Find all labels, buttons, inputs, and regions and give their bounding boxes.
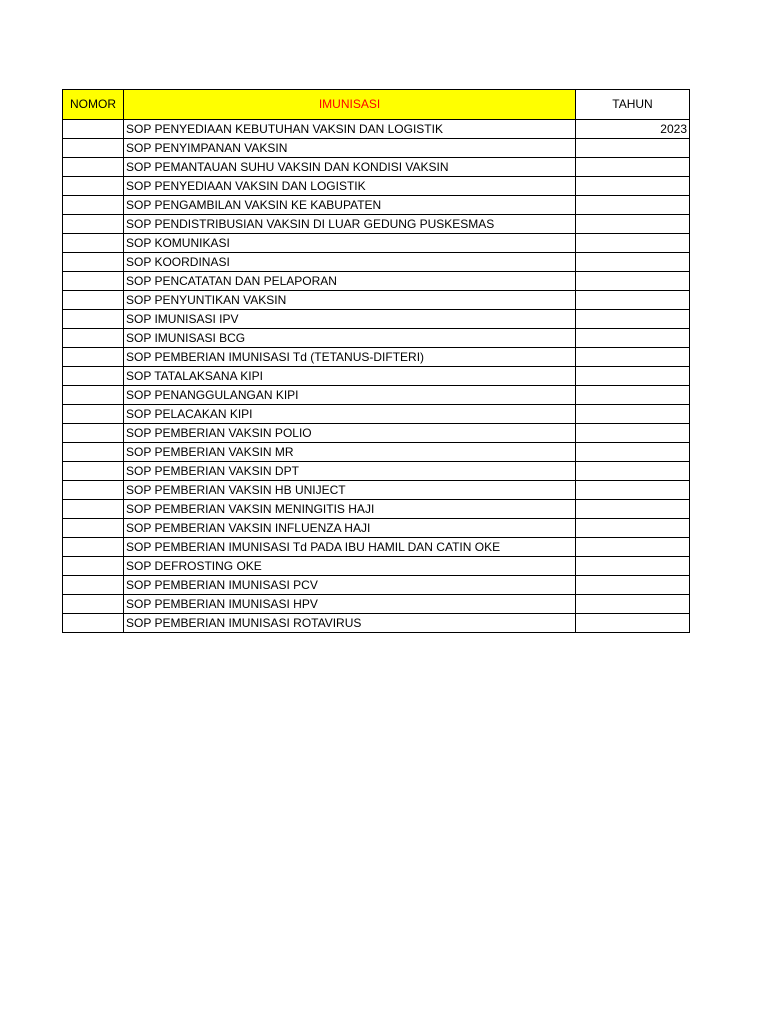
cell-tahun[interactable] [576, 158, 690, 177]
cell-sop-name[interactable]: SOP PEMBERIAN IMUNISASI HPV [124, 595, 576, 614]
cell-tahun[interactable] [576, 329, 690, 348]
table-row [63, 272, 690, 291]
cell-nomor[interactable] [63, 538, 124, 557]
cell-sop-name[interactable]: SOP PEMBERIAN VAKSIN POLIO [124, 424, 576, 443]
table-row [63, 329, 690, 348]
table-row [63, 481, 690, 500]
cell-nomor[interactable] [63, 386, 124, 405]
table-row [63, 120, 690, 139]
cell-nomor[interactable] [63, 443, 124, 462]
cell-sop-name[interactable]: SOP PEMBERIAN VAKSIN MENINGITIS HAJI [124, 500, 576, 519]
cell-tahun[interactable] [576, 576, 690, 595]
table-row [63, 386, 690, 405]
table-row [63, 310, 690, 329]
cell-nomor[interactable] [63, 329, 124, 348]
cell-sop-name[interactable]: SOP PENYUNTIKAN VAKSIN [124, 291, 576, 310]
cell-sop-name[interactable]: SOP PEMBERIAN VAKSIN DPT [124, 462, 576, 481]
cell-sop-name[interactable]: SOP TATALAKSANA KIPI [124, 367, 576, 386]
table-row [63, 557, 690, 576]
table-row [63, 614, 690, 633]
cell-tahun[interactable] [576, 538, 690, 557]
cell-nomor[interactable] [63, 576, 124, 595]
cell-sop-name[interactable]: SOP PENCATATAN DAN PELAPORAN [124, 272, 576, 291]
cell-tahun[interactable] [576, 196, 690, 215]
cell-nomor[interactable] [63, 462, 124, 481]
cell-sop-name[interactable]: SOP PENANGGULANGAN KIPI [124, 386, 576, 405]
cell-nomor[interactable] [63, 215, 124, 234]
cell-nomor[interactable] [63, 519, 124, 538]
table-row [63, 595, 690, 614]
table-body [63, 120, 690, 633]
table-row [63, 234, 690, 253]
cell-sop-name[interactable]: SOP DEFROSTING OKE [124, 557, 576, 576]
table-row [63, 443, 690, 462]
header-nomor[interactable]: NOMOR [63, 90, 124, 120]
table-row [63, 367, 690, 386]
cell-nomor[interactable] [63, 139, 124, 158]
cell-nomor[interactable] [63, 500, 124, 519]
cell-tahun[interactable]: 2023 [576, 120, 690, 139]
table-row [63, 424, 690, 443]
cell-nomor[interactable] [63, 196, 124, 215]
header-imunisasi[interactable]: IMUNISASI [124, 90, 576, 120]
cell-tahun[interactable] [576, 443, 690, 462]
table-row [63, 177, 690, 196]
cell-tahun[interactable] [576, 234, 690, 253]
cell-nomor[interactable] [63, 253, 124, 272]
table-row [63, 519, 690, 538]
cell-tahun[interactable] [576, 500, 690, 519]
sop-imunisasi-table [62, 89, 690, 633]
cell-nomor[interactable] [63, 272, 124, 291]
cell-nomor[interactable] [63, 177, 124, 196]
cell-tahun[interactable] [576, 462, 690, 481]
table-row [63, 196, 690, 215]
cell-tahun[interactable] [576, 310, 690, 329]
table-row [63, 253, 690, 272]
cell-sop-name[interactable]: SOP PEMBERIAN IMUNISASI PCV [124, 576, 576, 595]
cell-tahun[interactable] [576, 272, 690, 291]
table-row [63, 158, 690, 177]
cell-sop-name[interactable]: SOP PENYEDIAAN VAKSIN DAN LOGISTIK [124, 177, 576, 196]
cell-sop-name[interactable]: SOP PELACAKAN KIPI [124, 405, 576, 424]
cell-sop-name[interactable]: SOP PEMBERIAN IMUNISASI Td PADA IBU HAMIL DAN CATIN OKE [124, 538, 576, 557]
cell-nomor[interactable] [63, 405, 124, 424]
cell-sop-name[interactable]: SOP KOORDINASI [124, 253, 576, 272]
cell-nomor[interactable] [63, 367, 124, 386]
cell-nomor[interactable] [63, 348, 124, 367]
cell-nomor[interactable] [63, 424, 124, 443]
header-row [63, 90, 690, 120]
cell-nomor[interactable] [63, 614, 124, 633]
cell-nomor[interactable] [63, 120, 124, 139]
cell-sop-name[interactable]: SOP PENYEDIAAN KEBUTUHAN VAKSIN DAN LOGISTIK [124, 120, 576, 139]
cell-tahun[interactable] [576, 253, 690, 272]
cell-sop-name[interactable]: SOP PEMANTAUAN SUHU VAKSIN DAN KONDISI VAKSIN [124, 158, 576, 177]
cell-tahun[interactable] [576, 405, 690, 424]
cell-sop-name[interactable]: SOP IMUNISASI BCG [124, 329, 576, 348]
cell-sop-name[interactable]: SOP PENDISTRIBUSIAN VAKSIN DI LUAR GEDUNG PUSKESMAS [124, 215, 576, 234]
table-row [63, 215, 690, 234]
cell-tahun[interactable] [576, 424, 690, 443]
cell-tahun[interactable] [576, 557, 690, 576]
table-row [63, 291, 690, 310]
cell-tahun[interactable] [576, 595, 690, 614]
table-row [63, 405, 690, 424]
table-row [63, 576, 690, 595]
cell-nomor[interactable] [63, 291, 124, 310]
cell-nomor[interactable] [63, 481, 124, 500]
cell-sop-name[interactable]: SOP KOMUNIKASI [124, 234, 576, 253]
cell-tahun[interactable] [576, 386, 690, 405]
cell-nomor[interactable] [63, 595, 124, 614]
cell-nomor[interactable] [63, 310, 124, 329]
cell-tahun[interactable] [576, 291, 690, 310]
table-row [63, 500, 690, 519]
table-row [63, 139, 690, 158]
table-row [63, 538, 690, 557]
cell-nomor[interactable] [63, 158, 124, 177]
cell-tahun[interactable] [576, 215, 690, 234]
cell-tahun[interactable] [576, 348, 690, 367]
cell-sop-name[interactable]: SOP PEMBERIAN VAKSIN MR [124, 443, 576, 462]
cell-sop-name[interactable]: SOP PEMBERIAN IMUNISASI ROTAVIRUS [124, 614, 576, 633]
table-row [63, 348, 690, 367]
cell-nomor[interactable] [63, 234, 124, 253]
cell-sop-name[interactable]: SOP PEMBERIAN VAKSIN HB UNIJECT [124, 481, 576, 500]
cell-tahun[interactable] [576, 614, 690, 633]
cell-sop-name[interactable]: SOP IMUNISASI IPV [124, 310, 576, 329]
cell-nomor[interactable] [63, 557, 124, 576]
table-row [63, 462, 690, 481]
cell-sop-name[interactable]: SOP PENYIMPANAN VAKSIN [124, 139, 576, 158]
cell-tahun[interactable] [576, 519, 690, 538]
cell-tahun[interactable] [576, 177, 690, 196]
cell-tahun[interactable] [576, 139, 690, 158]
cell-tahun[interactable] [576, 367, 690, 386]
header-tahun[interactable]: TAHUN [576, 90, 690, 120]
cell-sop-name[interactable]: SOP PEMBERIAN IMUNISASI Td (TETANUS-DIFTERI) [124, 348, 576, 367]
cell-tahun[interactable] [576, 481, 690, 500]
cell-sop-name[interactable]: SOP PENGAMBILAN VAKSIN KE KABUPATEN [124, 196, 576, 215]
cell-sop-name[interactable]: SOP PEMBERIAN VAKSIN INFLUENZA HAJI [124, 519, 576, 538]
